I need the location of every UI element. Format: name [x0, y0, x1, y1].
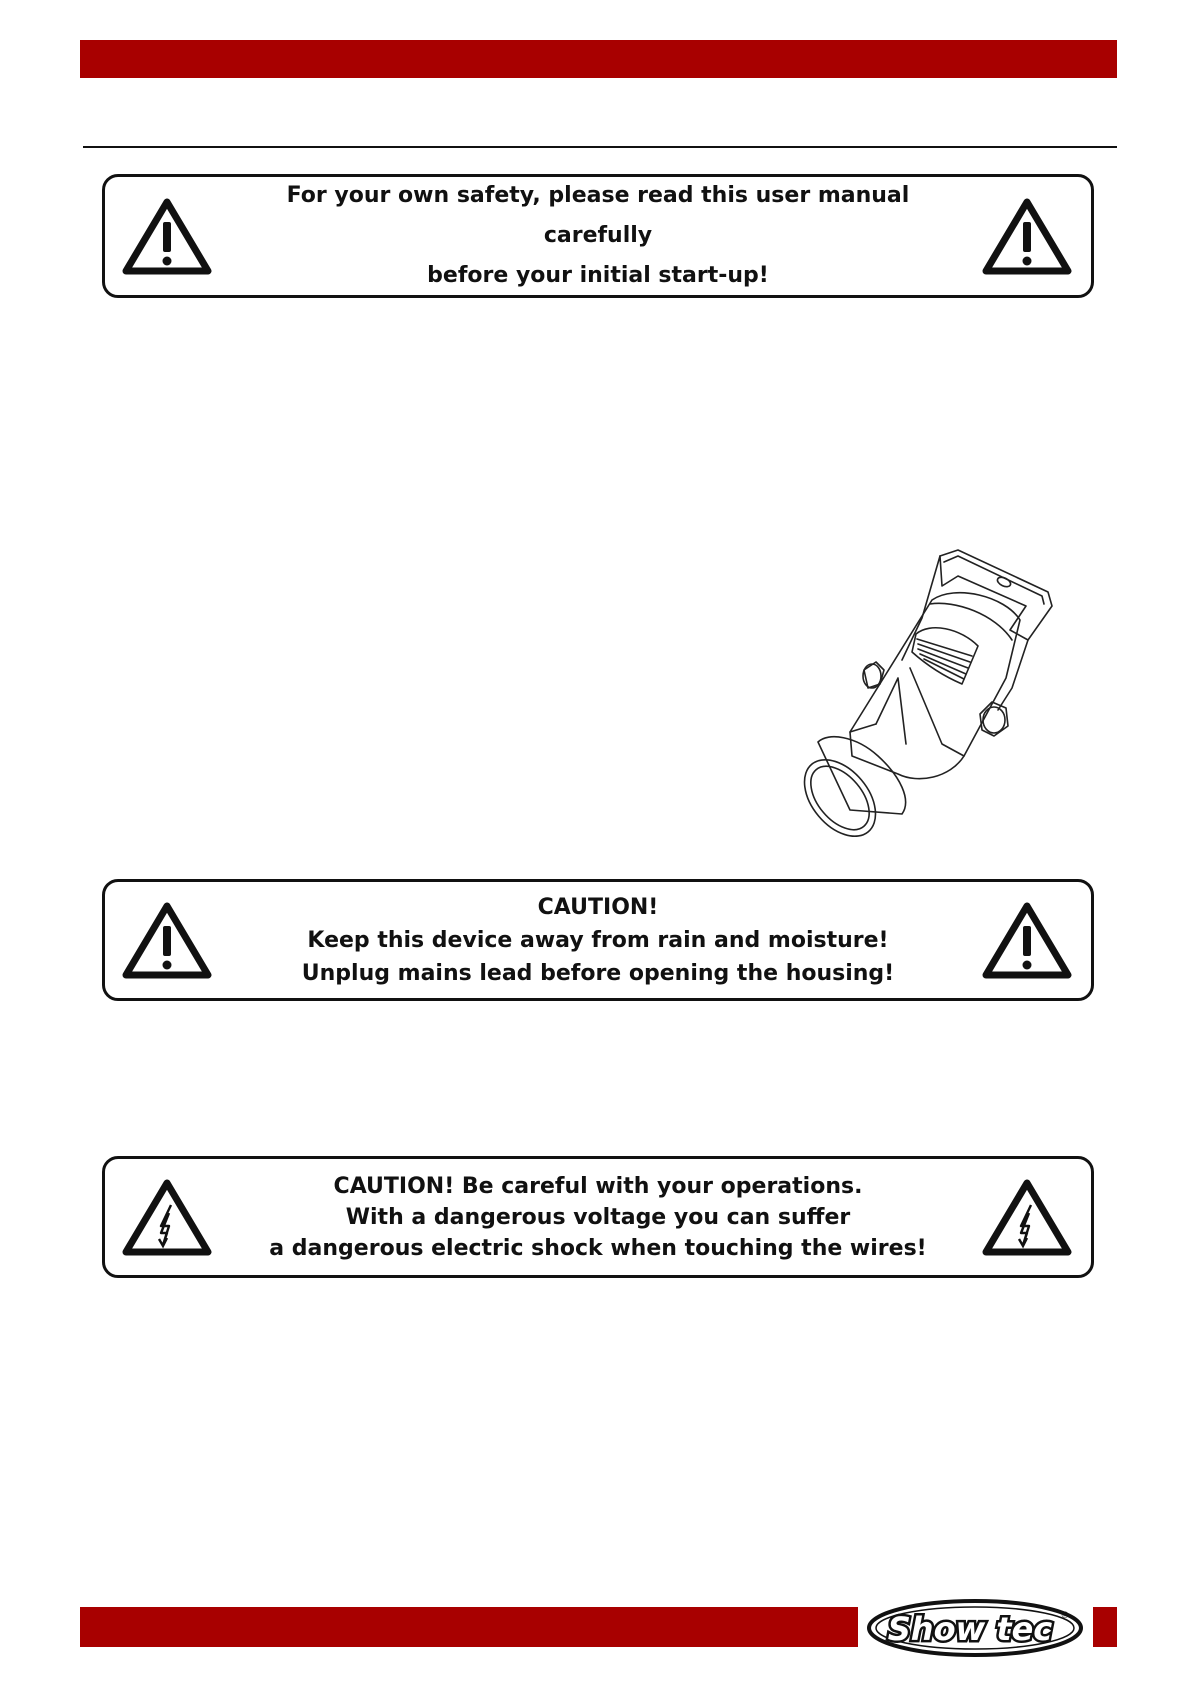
footer-bar-end — [1093, 1607, 1117, 1647]
footer-bar — [80, 1607, 858, 1647]
warning-exclamation-icon — [121, 900, 213, 980]
safety-warning-line-1: For your own safety, please read this user manual carefully — [286, 183, 910, 248]
header-bar — [80, 40, 1117, 78]
voltage-caution-line-3: a dangerous electric shock when touching the wires! — [269, 1235, 927, 1261]
moisture-caution-line-1: CAUTION! — [537, 894, 659, 920]
registered-mark: ® — [1060, 1611, 1070, 1621]
safety-warning-line-2: before your initial start-up! — [427, 263, 769, 288]
voltage-caution-line-2: With a dangerous voltage you can suffer — [345, 1204, 851, 1230]
high-voltage-icon — [121, 1177, 213, 1257]
showtec-logo — [866, 1598, 1084, 1658]
voltage-caution-line-1: CAUTION! Be careful with your operations. — [333, 1173, 863, 1199]
warning-exclamation-icon — [981, 900, 1073, 980]
header-rule — [83, 146, 1117, 148]
spotlight-fixture-drawing — [780, 548, 1070, 858]
warning-exclamation-icon — [981, 196, 1073, 276]
high-voltage-icon — [981, 1177, 1073, 1257]
moisture-caution-box — [102, 879, 1094, 1001]
warning-exclamation-icon — [121, 196, 213, 276]
safety-warning-box — [102, 174, 1094, 298]
moisture-caution-line-2: Keep this device away from rain and moisture! — [307, 927, 889, 953]
logo-text: Show tec — [887, 1610, 1053, 1648]
moisture-caution-line-3: Unplug mains lead before opening the housing! — [301, 960, 895, 986]
voltage-caution-box — [102, 1156, 1094, 1278]
